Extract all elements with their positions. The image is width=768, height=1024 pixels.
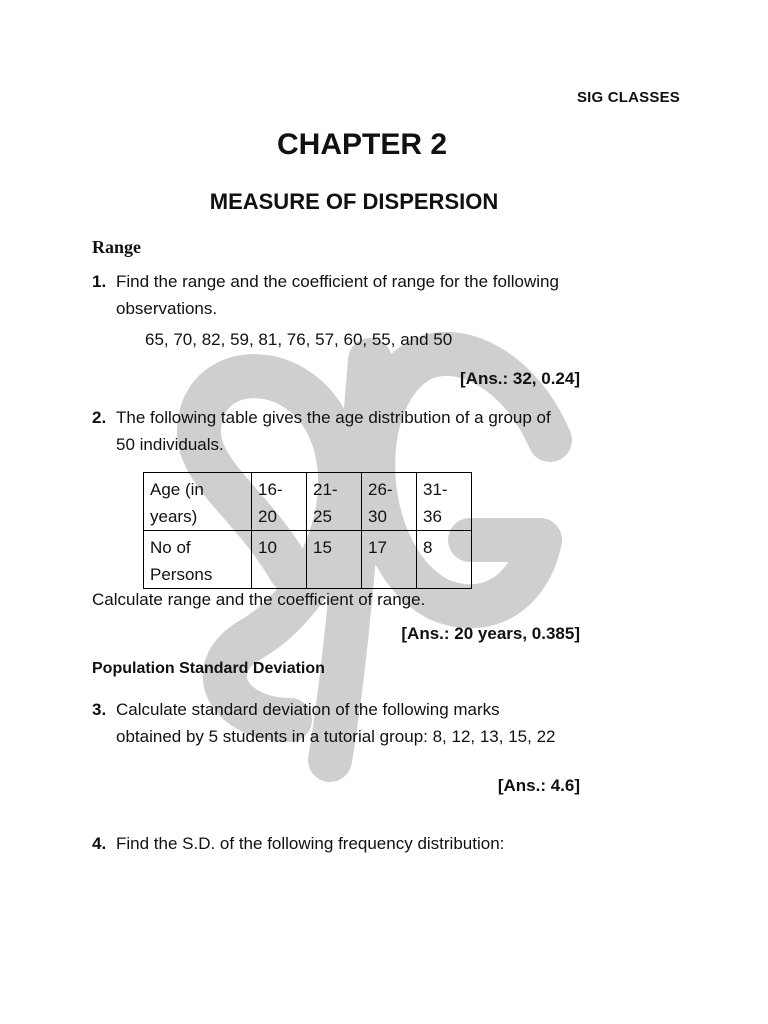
table-cell: Age (in years) bbox=[144, 473, 252, 531]
question-text: Calculate standard deviation of the following marks obtained by 5 students in a tutorial group: 8, 12, 13, 15, 22 bbox=[116, 700, 556, 746]
chapter-title: CHAPTER 2 bbox=[276, 128, 448, 161]
table-cell: 15 bbox=[307, 531, 362, 589]
topic-title: MEASURE OF DISPERSION bbox=[209, 189, 499, 214]
question-number: 2. bbox=[92, 408, 107, 427]
table-cell: 17 bbox=[362, 531, 417, 589]
answer-2: [Ans.: 20 years, 0.385] bbox=[401, 624, 580, 643]
question-2 bbox=[92, 404, 562, 458]
answer-3: [Ans.: 4.6] bbox=[497, 776, 580, 795]
answer-1: [Ans.: 32, 0.24] bbox=[460, 369, 580, 388]
table-cell: 21-25 bbox=[307, 473, 362, 531]
question-text: The following table gives the age distribution of a group of 50 individuals. bbox=[116, 408, 551, 454]
question-number: 1. bbox=[92, 272, 107, 291]
question-number: 4. bbox=[92, 834, 107, 853]
observations-line: 65, 70, 82, 59, 81, 76, 57, 60, 55, and 50 bbox=[145, 330, 453, 349]
table-cell: 26-30 bbox=[362, 473, 417, 531]
question-text: Find the range and the coefficient of range for the following observations. bbox=[116, 272, 559, 318]
section-heading-range: Range bbox=[92, 237, 141, 257]
question-1 bbox=[92, 268, 562, 322]
table-cell: No of Persons bbox=[144, 531, 252, 589]
question-4 bbox=[92, 830, 562, 857]
table-cell: 10 bbox=[252, 531, 307, 589]
question-text: Find the S.D. of the following frequency distribution: bbox=[116, 834, 505, 853]
table-cell: 8 bbox=[417, 531, 472, 589]
age-distribution-table bbox=[143, 472, 472, 589]
question-number: 3. bbox=[92, 700, 107, 719]
table-row bbox=[144, 531, 472, 589]
table-cell: 16-20 bbox=[252, 473, 307, 531]
question-3 bbox=[92, 696, 562, 750]
section-heading-population-sd: Population Standard Deviation bbox=[92, 660, 325, 677]
instruction-text: Calculate range and the coefficient of range. bbox=[92, 590, 426, 609]
org-header: SIG CLASSES bbox=[576, 89, 680, 106]
table-cell: 31-36 bbox=[417, 473, 472, 531]
table-row bbox=[144, 473, 472, 531]
